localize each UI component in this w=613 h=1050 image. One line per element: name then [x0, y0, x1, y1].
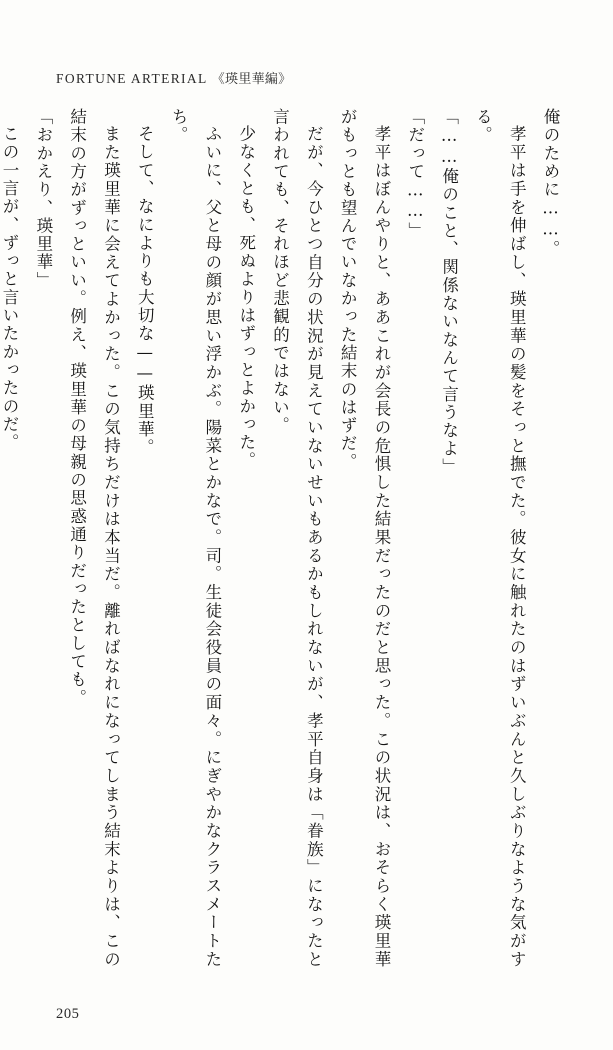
body-paragraph: だが、今ひとつ自分の状況が見えていないせいもあるかもしれないが、孝平自身は「眷族」になったと言われても、それほど悲観的ではない。 — [270, 108, 324, 968]
page-number: 205 — [56, 1006, 80, 1022]
body-paragraph: 「だって……」 — [405, 108, 425, 241]
running-header-subtitle: 《瑛里華編》 — [211, 71, 292, 86]
body-paragraph: 少なくとも、死ぬよりはずっとよかった。 — [236, 124, 256, 470]
body-paragraph: 「おかえり、瑛里華」 — [33, 108, 53, 290]
body-paragraph: ふいに、父と母の顔が思い浮かぶ。陽菜とかなで。司。生徒会役員の面々。にぎやかなクラスメートたち。 — [169, 108, 222, 968]
body-paragraph: 孝平はぼんやりと、ああこれが会長の危惧した結果だったのだと思った。この状況は、おそらく瑛里華がもっとも望んでいなかった結末のはずだ。 — [338, 108, 391, 968]
body-paragraph: そして、なによりも大切な——瑛里華。 — [135, 124, 155, 457]
running-header-series: FORTUNE ARTERIAL — [56, 71, 208, 86]
running-header — [56, 68, 291, 87]
body-paragraph: 孝平は手を伸ばし、瑛里華の髪をそっと撫でた。彼女に触れたのはずいぶんと久しぶりなような気がする。 — [473, 108, 527, 968]
body-text — [0, 108, 567, 968]
body-paragraph: 俺のために……。 — [541, 108, 560, 259]
body-paragraph: この一言が、ずっと言いたかったのだ。 — [0, 124, 19, 452]
body-paragraph: また瑛里華に会えてよかった。この気持ちだけは本当だ。離ればなれになってしまう結末よりは、この結末の方がずっといい。例え、瑛里華の母親の思惑通りだったとしても。 — [67, 108, 121, 968]
body-paragraph: 「……俺のこと、関係ないなんて言うなよ」 — [439, 108, 459, 476]
